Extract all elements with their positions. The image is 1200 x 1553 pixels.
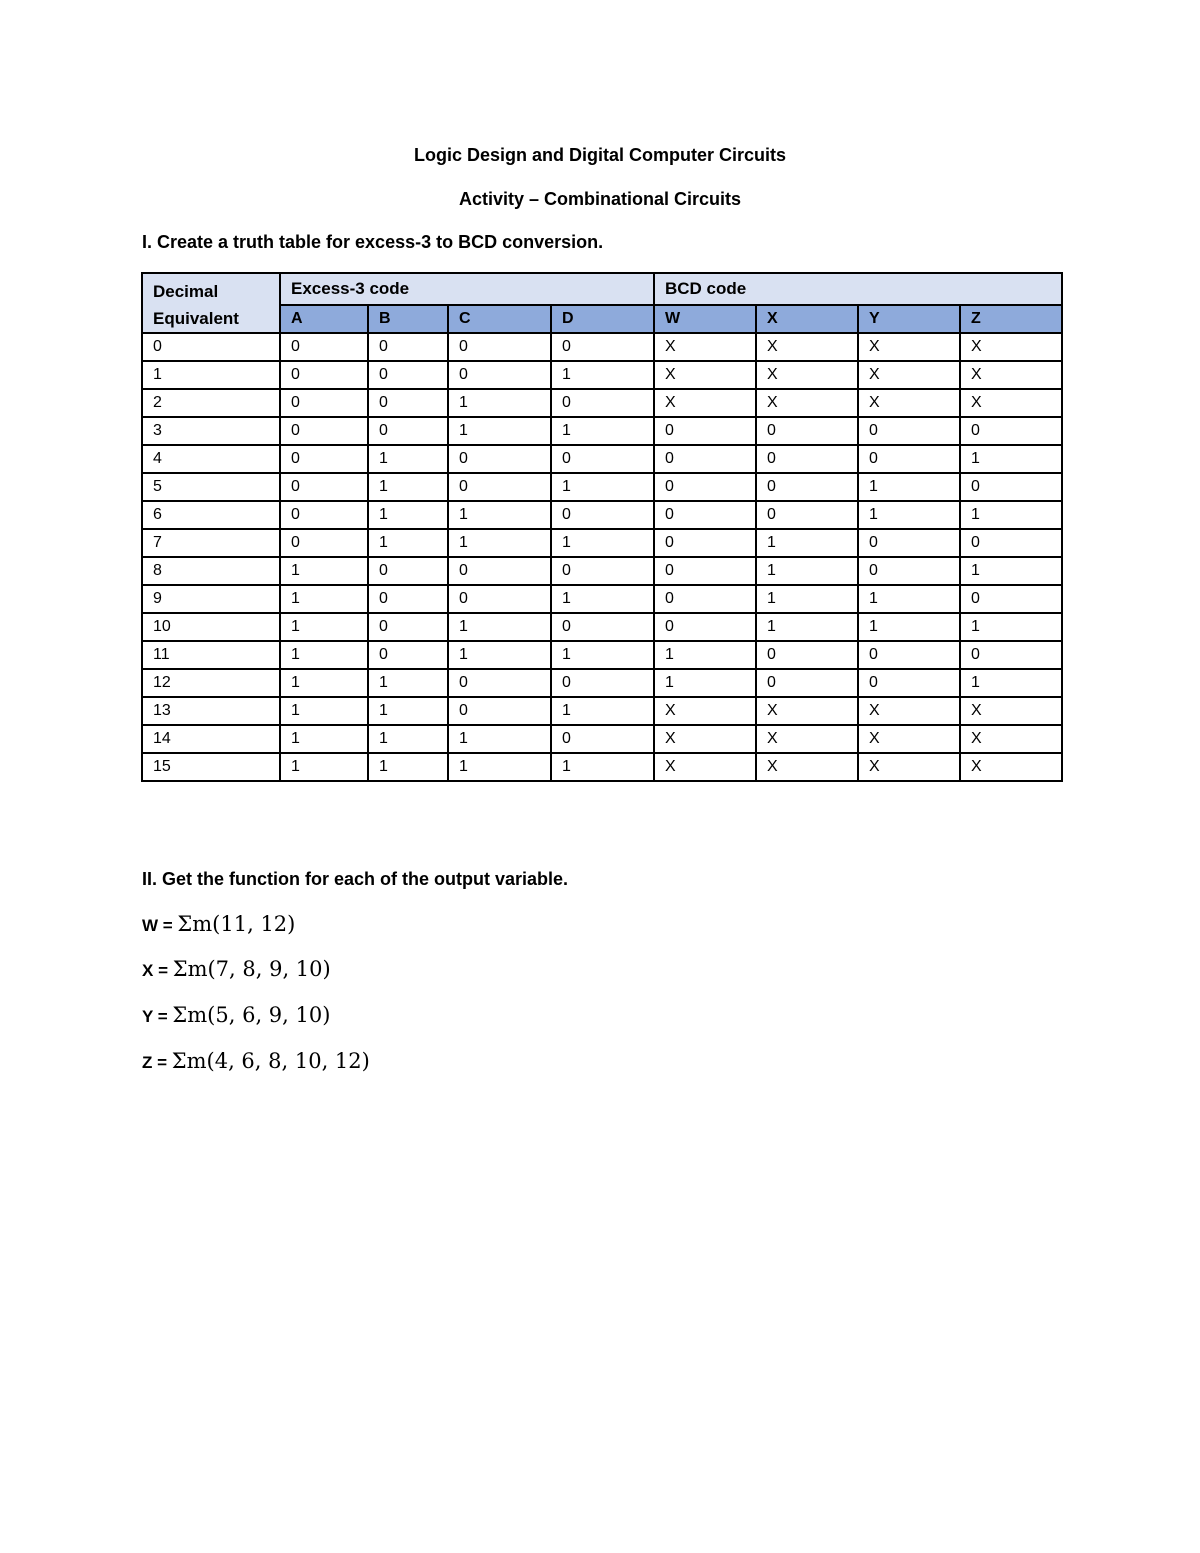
table-cell: 1	[280, 557, 368, 585]
table-cell: 0	[280, 445, 368, 473]
table-cell: 1	[960, 557, 1062, 585]
table-cell: 1	[368, 725, 448, 753]
table-cell: X	[960, 361, 1062, 389]
function-y	[142, 1003, 330, 1028]
column-w-header: W	[654, 305, 756, 333]
table-cell: 1	[858, 613, 960, 641]
table-cell: 1	[448, 417, 551, 445]
table-cell: 0	[551, 333, 654, 361]
truth-table-body	[142, 333, 1062, 781]
function-expr: Σm(7, 8, 9, 10)	[172, 957, 331, 981]
table-cell: 0	[368, 641, 448, 669]
table-cell: 13	[142, 697, 280, 725]
column-c-header: C	[448, 305, 551, 333]
table-row	[142, 641, 1062, 669]
table-cell: 0	[858, 641, 960, 669]
table-cell: 0	[858, 529, 960, 557]
table-cell: X	[960, 389, 1062, 417]
table-cell: 0	[960, 473, 1062, 501]
table-cell: 5	[142, 473, 280, 501]
column-y-header: Y	[858, 305, 960, 333]
function-expr: Σm(4, 6, 8, 10, 12)	[171, 1049, 370, 1073]
table-row	[142, 585, 1062, 613]
decimal-header-line1: Decimal	[153, 282, 219, 301]
table-cell: 1	[858, 501, 960, 529]
table-cell: X	[858, 697, 960, 725]
table-cell: 0	[448, 697, 551, 725]
table-cell: 3	[142, 417, 280, 445]
table-cell: 14	[142, 725, 280, 753]
table-cell: X	[960, 333, 1062, 361]
table-cell: 0	[448, 361, 551, 389]
truth-table	[141, 272, 1063, 782]
table-row	[142, 697, 1062, 725]
table-cell: 0	[448, 669, 551, 697]
table-cell: X	[858, 389, 960, 417]
table-row	[142, 445, 1062, 473]
table-cell: 1	[551, 417, 654, 445]
function-eq: =	[158, 916, 178, 935]
document-title: Logic Design and Digital Computer Circuits	[413, 145, 787, 165]
column-b-header: B	[368, 305, 448, 333]
table-cell: 0	[551, 725, 654, 753]
table-cell: 0	[654, 613, 756, 641]
function-w	[142, 912, 295, 937]
table-cell: 1	[280, 753, 368, 781]
table-cell: X	[654, 753, 756, 781]
table-cell: 0	[654, 417, 756, 445]
function-var: W	[142, 916, 159, 935]
table-cell: X	[654, 697, 756, 725]
column-x-header: X	[756, 305, 858, 333]
table-cell: 0	[280, 389, 368, 417]
table-cell: 0	[551, 389, 654, 417]
table-cell: 6	[142, 501, 280, 529]
table-cell: 0	[368, 361, 448, 389]
table-cell: 0	[551, 669, 654, 697]
table-cell: 1	[280, 725, 368, 753]
table-row	[142, 669, 1062, 697]
table-cell: 0	[756, 641, 858, 669]
table-cell: 1	[960, 669, 1062, 697]
table-cell: X	[756, 753, 858, 781]
table-cell: 0	[368, 585, 448, 613]
table-cell: 1	[368, 697, 448, 725]
table-cell: X	[756, 697, 858, 725]
table-cell: 10	[142, 613, 280, 641]
table-cell: 1	[368, 669, 448, 697]
table-cell: X	[654, 361, 756, 389]
table-cell: 0	[858, 669, 960, 697]
table-cell: 0	[448, 473, 551, 501]
table-cell: 1	[551, 753, 654, 781]
table-cell: 1	[448, 389, 551, 417]
table-cell: 0	[654, 557, 756, 585]
table-cell: 0	[858, 557, 960, 585]
table-cell: X	[756, 333, 858, 361]
function-var: Z	[142, 1053, 153, 1072]
table-row	[142, 557, 1062, 585]
table-cell: X	[756, 389, 858, 417]
table-cell: 0	[756, 501, 858, 529]
table-cell: 7	[142, 529, 280, 557]
table-cell: 1	[756, 585, 858, 613]
table-cell: 8	[142, 557, 280, 585]
table-cell: 1	[368, 473, 448, 501]
table-cell: 1	[448, 501, 551, 529]
column-d-header: D	[551, 305, 654, 333]
table-cell: X	[960, 697, 1062, 725]
table-cell: 0	[368, 417, 448, 445]
function-x	[142, 957, 331, 982]
table-cell: 1	[654, 641, 756, 669]
table-cell: 1	[654, 669, 756, 697]
table-cell: 1	[960, 445, 1062, 473]
table-cell: X	[654, 389, 756, 417]
table-cell: 1	[280, 613, 368, 641]
table-cell: 11	[142, 641, 280, 669]
table-cell: 0	[551, 501, 654, 529]
function-eq: =	[153, 1007, 173, 1026]
table-cell: X	[654, 333, 756, 361]
function-expr: Σm(5, 6, 9, 10)	[172, 1003, 331, 1027]
table-cell: 1	[551, 473, 654, 501]
table-cell: X	[654, 725, 756, 753]
decimal-header-line2: Equivalent	[153, 309, 239, 328]
table-cell: 1	[368, 445, 448, 473]
table-cell: 0	[448, 445, 551, 473]
function-z	[142, 1049, 370, 1074]
table-cell: 0	[368, 557, 448, 585]
table-cell: 0	[551, 557, 654, 585]
table-cell: 0	[654, 473, 756, 501]
table-cell: X	[858, 753, 960, 781]
table-cell: 0	[654, 585, 756, 613]
table-cell: 0	[858, 445, 960, 473]
table-cell: 1	[280, 641, 368, 669]
table-cell: 1	[551, 641, 654, 669]
table-cell: 1	[858, 473, 960, 501]
section-2-heading: II. Get the function for each of the output variable.	[142, 869, 569, 889]
table-cell: 0	[960, 529, 1062, 557]
table-cell: 0	[368, 389, 448, 417]
table-cell: 1	[448, 529, 551, 557]
table-cell: 0	[654, 501, 756, 529]
bcd-code-header: BCD code	[654, 273, 1062, 305]
table-row	[142, 501, 1062, 529]
table-cell: 1	[960, 501, 1062, 529]
function-var: Y	[142, 1007, 154, 1026]
table-cell: 1	[551, 585, 654, 613]
table-row	[142, 613, 1062, 641]
table-cell: 0	[142, 333, 280, 361]
table-cell: 0	[280, 473, 368, 501]
decimal-equivalent-header	[142, 273, 280, 333]
table-cell: 0	[654, 529, 756, 557]
table-cell: 0	[756, 473, 858, 501]
table-row	[142, 529, 1062, 557]
table-cell: 0	[280, 361, 368, 389]
function-eq: =	[153, 961, 173, 980]
table-cell: 1	[142, 361, 280, 389]
table-cell: 0	[368, 333, 448, 361]
table-cell: 0	[551, 445, 654, 473]
function-expr: Σm(11, 12)	[177, 912, 296, 936]
table-cell: 1	[551, 529, 654, 557]
table-row	[142, 417, 1062, 445]
table-cell: 0	[756, 417, 858, 445]
excess3-code-header: Excess-3 code	[280, 273, 654, 305]
table-cell: 1	[551, 361, 654, 389]
table-cell: 1	[756, 613, 858, 641]
column-z-header: Z	[960, 305, 1062, 333]
table-cell: 0	[280, 417, 368, 445]
table-row	[142, 753, 1062, 781]
table-cell: X	[858, 333, 960, 361]
table-cell: 12	[142, 669, 280, 697]
table-cell: 0	[280, 333, 368, 361]
table-cell: 4	[142, 445, 280, 473]
table-cell: 0	[756, 445, 858, 473]
table-cell: 0	[960, 417, 1062, 445]
table-cell: 0	[756, 669, 858, 697]
table-cell: 1	[448, 613, 551, 641]
table-row	[142, 361, 1062, 389]
table-cell: 0	[448, 585, 551, 613]
section-1-heading: I. Create a truth table for excess-3 to BCD conversion.	[142, 232, 604, 252]
table-cell: X	[756, 725, 858, 753]
document-subtitle: Activity – Combinational Circuits	[458, 189, 742, 209]
function-var: X	[142, 961, 154, 980]
table-cell: 1	[280, 669, 368, 697]
table-row	[142, 333, 1062, 361]
table-row	[142, 389, 1062, 417]
table-cell: 1	[756, 529, 858, 557]
column-a-header: A	[280, 305, 368, 333]
table-cell: X	[858, 361, 960, 389]
table-cell: X	[960, 753, 1062, 781]
table-cell: 0	[960, 641, 1062, 669]
table-cell: 0	[448, 333, 551, 361]
table-cell: X	[756, 361, 858, 389]
table-cell: 2	[142, 389, 280, 417]
table-cell: 0	[654, 445, 756, 473]
table-cell: 15	[142, 753, 280, 781]
table-cell: 1	[960, 613, 1062, 641]
table-cell: 1	[368, 753, 448, 781]
table-cell: 1	[280, 697, 368, 725]
table-cell: 0	[448, 557, 551, 585]
table-cell: X	[858, 725, 960, 753]
table-cell: 9	[142, 585, 280, 613]
table-row	[142, 473, 1062, 501]
table-cell: 0	[858, 417, 960, 445]
table-cell: 1	[448, 753, 551, 781]
table-cell: 1	[368, 501, 448, 529]
table-cell: 1	[756, 557, 858, 585]
function-eq: =	[152, 1053, 172, 1072]
table-cell: 0	[280, 501, 368, 529]
table-cell: 1	[551, 697, 654, 725]
table-cell: 0	[368, 613, 448, 641]
table-cell: 1	[368, 529, 448, 557]
table-cell: 1	[448, 725, 551, 753]
table-cell: 1	[448, 641, 551, 669]
table-cell: 0	[960, 585, 1062, 613]
table-cell: X	[960, 725, 1062, 753]
table-row	[142, 725, 1062, 753]
table-cell: 1	[280, 585, 368, 613]
table-cell: 0	[280, 529, 368, 557]
table-cell: 1	[858, 585, 960, 613]
table-cell: 0	[551, 613, 654, 641]
